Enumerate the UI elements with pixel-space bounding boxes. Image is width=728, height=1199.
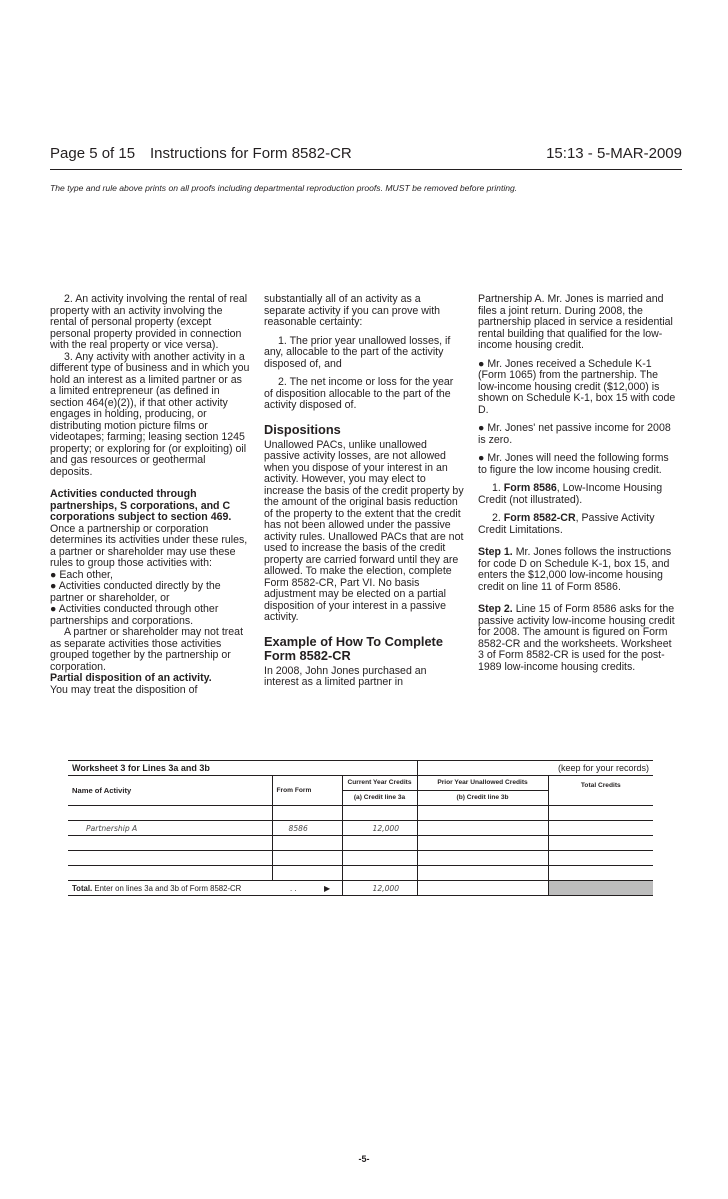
leader-dots: . . [290,883,297,893]
col-header-b: (b) Credit line 3b [417,791,548,806]
from-form-cell[interactable] [272,851,342,866]
credit-3b-cell[interactable] [417,821,548,836]
page-header [50,145,682,170]
column-3 [478,294,678,673]
table-row-spacer [68,806,272,821]
credit-3b-cell[interactable] [417,866,548,881]
timestamp: 15:13 - 5-MAR-2009 [546,145,682,162]
paragraph: 2. An activity involving the rental of real property with an activity involving the rental of personal property (except personal property provided in connection with the real property or vice versa). [50,293,248,351]
paragraph: 3. Any activity with another activity in a different type of business and in which you hold an interest as a limited partner or as a limited entrepreneur (as defined in section 464(e)(2)), if that other activity engages in holding, producing, or distributing motion picture films or videotapes; farming; leasing section 1245 property; or exploring for (or exploiting) oil and gas resources or geothermal deposits. [50,350,250,478]
col-header-c-top: Total Credits [548,776,653,806]
table-row [68,836,653,851]
subheading: Partial disposition of an activity. [50,672,212,684]
paragraph: A partner or shareholder may not treat as separate activities those activities grouped together by the partnership or corporation. [50,626,244,673]
bullet-item: ● Mr. Jones will need the following forms to figure the low income housing credit. [478,452,669,476]
paragraph: Once a partnership or corporation determines its activities under these rules, a partner or shareholder may use these rules to group those activities with: [50,522,248,569]
step-paragraph: Step 1. Mr. Jones follows the instructions for code D on Schedule K-1, box 15, and enters the $12,000 low-income housing credit on line 11 of Form 8586. [478,546,672,593]
arrow-icon: ▶ [324,883,330,893]
credit-3a-cell[interactable] [342,866,417,881]
page-footer: -5- [358,1154,370,1164]
activity-name-cell[interactable] [68,836,272,851]
col-header-b-top: Prior Year Unallowed Credits [417,776,548,791]
total-credit-cell[interactable] [548,851,653,866]
credit-3a-cell[interactable] [342,851,417,866]
section-heading: Dispositions [264,421,341,437]
from-form-cell[interactable] [272,866,342,881]
bullet-item: ● Mr. Jones received a Schedule K-1 (Form 1065) from the partnership. The low-income housing credit ($12,000) is shown on Schedule K-1, box 15 with code D. [478,357,676,416]
from-form-cell[interactable] [272,836,342,851]
paragraph: In 2008, John Jones purchased an interest as a limited partner in [264,664,427,688]
page-number: Page 5 of 15 [50,145,136,162]
table-row [68,821,653,836]
total-row [68,881,653,896]
activity-name-cell[interactable] [68,851,272,866]
total-label: Total. Enter on lines 3a and 3b of Form 8582-CR . . ▶ [68,881,342,896]
bullet-item: ● Mr. Jones' net passive income for 2008 is zero. [478,422,671,446]
from-form-cell[interactable]: 8586 [272,821,342,836]
col-header-a: (a) Credit line 3a [342,791,417,806]
paragraph: You may treat the disposition of [50,683,198,696]
paragraph: substantially all of an activity as a separate activity if you can prove with reasonable certainty: [264,293,441,328]
col-header-name: Name of Activity [68,776,272,806]
worksheet-table [68,761,653,896]
numbered-item: 1. Form 8586, Low-Income Housing Credit (not illustrated). [478,482,663,506]
total-credit-cell[interactable] [548,836,653,851]
document-title: Instructions for Form 8582-CR [150,145,352,162]
credit-3b-cell[interactable] [417,836,548,851]
paragraph: 2. The net income or loss for the year of disposition allocable to the part of the activity disposed of. [264,376,454,411]
total-credit-cell[interactable] [548,866,653,881]
activity-name-cell[interactable]: Partnership A [68,821,272,836]
subheading: Activities conducted through partnerships, S corporations, and C corporations subject to section 469. [50,488,232,523]
paragraph: Partnership A. Mr. Jones is married and files a joint return. During 2008, the partnership placed in service a residential rental building that qualified for the low-income housing credit. [478,293,673,351]
activity-name-cell[interactable] [68,866,272,881]
total-c-shaded-cell [548,881,653,896]
bullet-item: ● Each other, [50,568,113,581]
bullet-item: ● Activities conducted through other partnerships and corporations. [50,603,219,627]
numbered-item: 2. Form 8582-CR, Passive Activity Credit Limitations. [478,512,655,536]
worksheet-3 [68,760,653,896]
table-row [68,866,653,881]
bullet-item: ● Activities conducted directly by the partner or shareholder, or [50,580,221,604]
col-header-a-top: Current Year Credits [342,776,417,791]
total-3a-cell[interactable]: 12,000 [342,881,417,896]
paragraph: Unallowed PACs, unlike unallowed passive activity losses, are not allowed when you dispose of your interest in an activity. However, you may elect to increase the basis of the credit property by the amount of the original basis reduction of the property to the extent that the credit has not been allowed under the passive activity rules. Unallowed PACs that are not used to increase the basis of the credit property are carried forward until they are allowed. To make the election, complete Form 8582-CR, Part VI. No basis adjustment may be elected on a partial disposition of your interest in a passive activity. [264,438,464,623]
column-1 [50,294,250,696]
worksheet-title: Worksheet 3 for Lines 3a and 3b [68,761,417,776]
table-row [68,851,653,866]
section-heading: Example of How To Complete Form 8582-CR [264,633,443,663]
total-3b-cell[interactable] [417,881,548,896]
keep-records-note: (keep for your records) [417,761,653,776]
credit-3a-cell[interactable] [342,836,417,851]
proof-note: The type and rule above prints on all proofs including departmental reproduction proofs. MUST be removed before printing. [50,183,518,193]
column-2 [264,294,464,689]
step-paragraph: Step 2. Line 15 of Form 8586 asks for the passive activity low-income housing credit for 2008. The amount is figured on Form 8582-CR and the worksheets. Worksheet 3 of Form 8582-CR is used for the post-1989 low-income housing credits. [478,603,675,673]
credit-3a-cell[interactable]: 12,000 [342,821,417,836]
paragraph: 1. The prior year unallowed losses, if any, allocable to the part of the activity disposed of, and [264,334,451,370]
credit-3b-cell[interactable] [417,851,548,866]
col-header-from: From Form [272,776,342,806]
total-credit-cell[interactable] [548,821,653,836]
